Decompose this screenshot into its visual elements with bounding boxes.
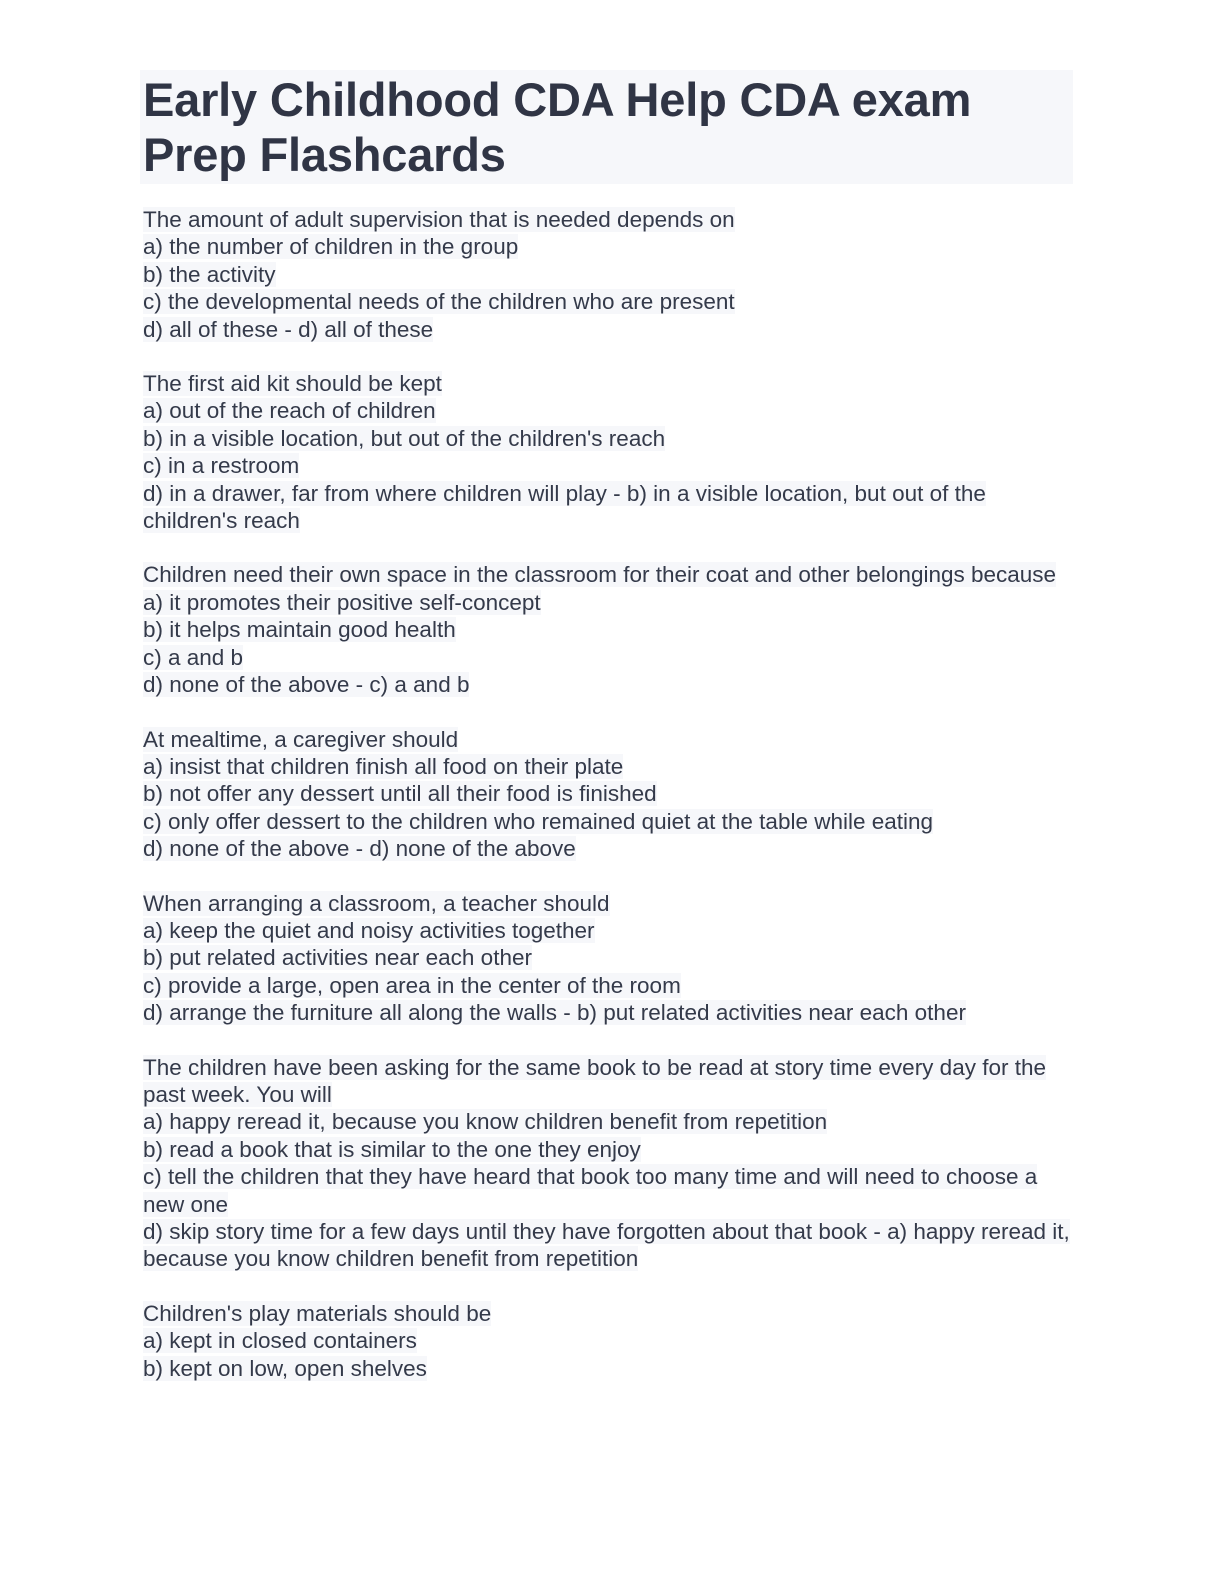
option-text: b) put related activities near each other: [143, 945, 532, 971]
question-text: The children have been asking for the same book to be read at story time every day for the past week. You will: [143, 1054, 1046, 1107]
option-text: b) read a book that is similar to the one they enjoy: [143, 1136, 641, 1162]
option-text: b) kept on low, open shelves: [143, 1355, 427, 1381]
flashcard: [140, 1300, 1073, 1382]
option-text: b) in a visible location, but out of the children's reach: [143, 425, 666, 451]
document-title: Early Childhood CDA Help CDA exam Prep Flashcards: [143, 73, 972, 181]
option-text: b) the activity: [143, 261, 276, 287]
question-text: Children's play materials should be: [143, 1300, 492, 1326]
option-text: a) kept in closed containers: [143, 1328, 417, 1354]
flashcard: [140, 206, 1073, 343]
flashcard: [140, 370, 1073, 534]
option-text: a) it promotes their positive self-concept: [143, 589, 541, 615]
option-text: a) keep the quiet and noisy activities together: [143, 917, 595, 943]
option-text: a) the number of children in the group: [143, 234, 519, 260]
option-answer-text: d) none of the above - c) a and b: [143, 672, 470, 698]
flashcard: [140, 726, 1073, 863]
option-answer-text: d) none of the above - d) none of the above: [143, 836, 576, 862]
option-answer-text: d) arrange the furniture all along the walls - b) put related activities near each other: [143, 1000, 966, 1026]
option-text: c) only offer dessert to the children who remained quiet at the table while eating: [143, 808, 934, 834]
option-answer-text: d) skip story time for a few days until they have forgotten about that book - a) happy reread it, because you know children benefit from repetition: [143, 1219, 1070, 1272]
option-answer-text: d) all of these - d) all of these: [143, 316, 434, 342]
flashcard: [140, 561, 1073, 698]
option-text: c) the developmental needs of the children who are present: [143, 289, 735, 315]
option-answer-text: d) in a drawer, far from where children will play - b) in a visible location, but out of the children's reach: [143, 480, 986, 534]
question-text: When arranging a classroom, a teacher should: [143, 890, 610, 916]
question-text: At mealtime, a caregiver should: [143, 726, 459, 752]
option-text: a) out of the reach of children: [143, 398, 436, 424]
option-text: b) it helps maintain good health: [143, 617, 456, 643]
option-text: c) provide a large, open area in the center of the room: [143, 972, 681, 998]
option-text: c) tell the children that they have heard that book too many time and will need to choose a new one: [143, 1164, 1038, 1217]
flashcard: [140, 1054, 1073, 1273]
question-text: The first aid kit should be kept: [143, 371, 442, 397]
option-text: c) in a restroom: [143, 453, 300, 479]
title-block: [140, 70, 1073, 184]
option-text: b) not offer any dessert until all their food is finished: [143, 781, 657, 807]
flashcard: [140, 890, 1073, 1027]
option-text: c) a and b: [143, 644, 244, 670]
document-page: [140, 70, 1073, 1409]
question-text: Children need their own space in the classroom for their coat and other belongings because: [143, 562, 1057, 588]
option-text: a) insist that children finish all food on their plate: [143, 753, 624, 779]
option-text: a) happy reread it, because you know children benefit from repetition: [143, 1109, 828, 1135]
question-text: The amount of adult supervision that is needed depends on: [143, 207, 735, 232]
